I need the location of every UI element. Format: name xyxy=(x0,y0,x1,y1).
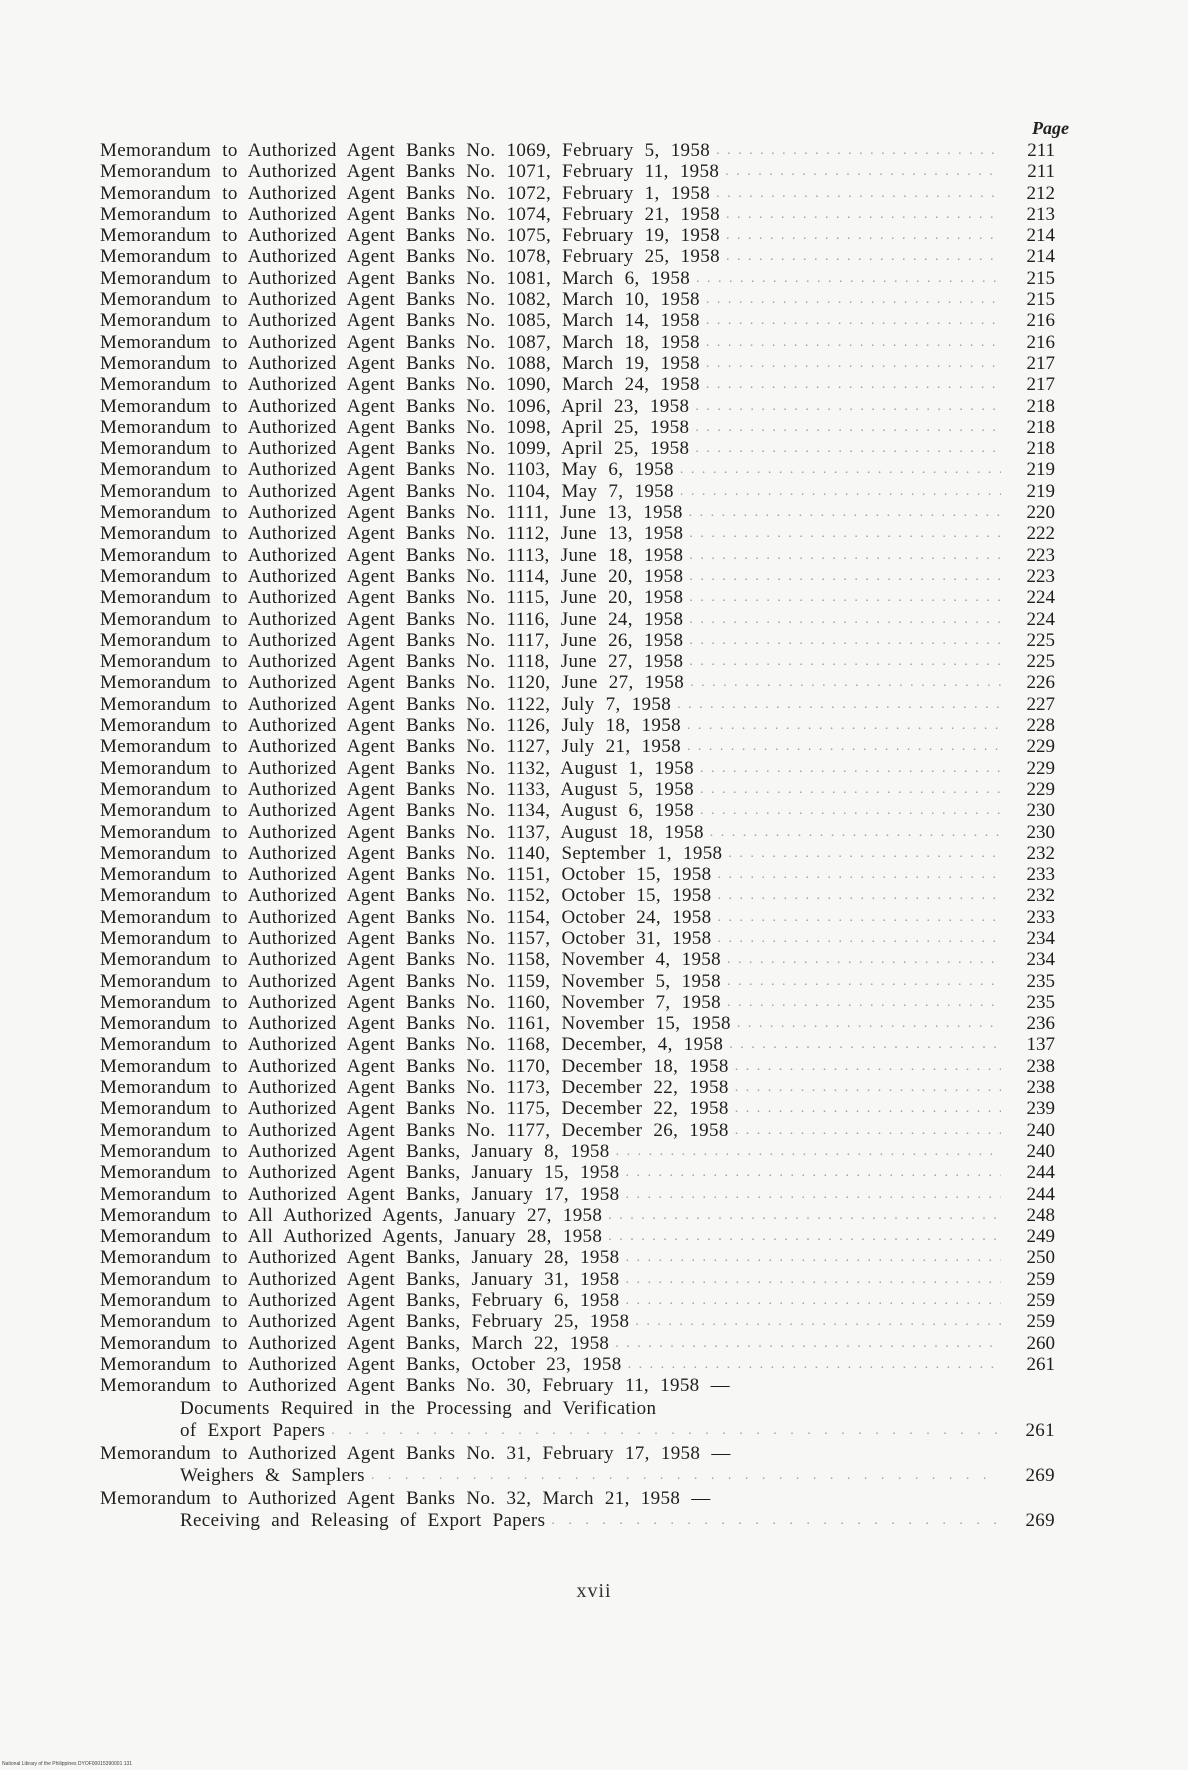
toc-entry xyxy=(100,1247,1055,1268)
toc-entry-title: Memorandum to Authorized Agent Banks No. 1152, October 15, 1958 xyxy=(100,885,712,907)
toc-entry-page: 229 xyxy=(1026,757,1055,779)
dot-leader xyxy=(735,1120,1001,1141)
dot-leader xyxy=(625,1290,1001,1311)
toc-entry-title: Memorandum to Authorized Agent Banks No. 1111, June 13, 1958 xyxy=(100,502,683,524)
dot-leader xyxy=(716,140,1001,161)
toc-entry-page: 259 xyxy=(1026,1311,1055,1333)
toc-entry xyxy=(100,438,1055,459)
toc-entry xyxy=(100,885,1055,906)
toc-entry-page: 218 xyxy=(1026,416,1055,438)
toc-entry xyxy=(100,225,1055,246)
toc-entry-title: Memorandum to Authorized Agent Banks No. 1075, February 19, 1958 xyxy=(100,225,720,247)
dot-leader xyxy=(689,630,1001,651)
toc-entry-title: Memorandum to Authorized Agent Banks, January 15, 1958 xyxy=(100,1162,620,1184)
toc-entry-page: 216 xyxy=(1026,331,1055,353)
toc-entry-page: 229 xyxy=(1026,778,1055,800)
toc-entry-page: 260 xyxy=(1026,1332,1055,1354)
toc-entry-title: Memorandum to Authorized Agent Banks No. 1161, November 15, 1958 xyxy=(100,1013,731,1035)
toc-entry-title: Memorandum to Authorized Agent Banks No. 1087, March 18, 1958 xyxy=(100,331,700,353)
toc-entry xyxy=(100,353,1055,374)
toc-entry xyxy=(100,396,1055,417)
dot-leader xyxy=(726,204,1001,225)
toc-entry xyxy=(100,140,1055,161)
toc-entry-title: Memorandum to Authorized Agent Banks No. 1099, April 25, 1958 xyxy=(100,438,690,460)
toc-entry-page: 228 xyxy=(1026,715,1055,737)
toc-entry xyxy=(100,672,1055,693)
toc-entry-page: 214 xyxy=(1026,225,1055,247)
toc-multiline-entries xyxy=(100,1375,1055,1533)
scan-credit: National Library of the Philippines DYOF00015390001 131 xyxy=(2,1761,133,1767)
toc-entry xyxy=(100,161,1055,182)
toc-entry-page: 234 xyxy=(1026,927,1055,949)
dot-leader xyxy=(677,694,1001,715)
toc-entry-title: Memorandum to Authorized Agent Banks No. 1112, June 13, 1958 xyxy=(100,523,684,545)
dot-leader xyxy=(706,289,1001,310)
toc-entry-page: 259 xyxy=(1026,1268,1055,1290)
toc-entry-line: Weighers & Samplers xyxy=(180,1465,365,1487)
dot-leader xyxy=(716,183,1001,204)
toc-entry-title: Memorandum to Authorized Agent Banks, January 17, 1958 xyxy=(100,1183,620,1205)
toc-entry-title: Memorandum to Authorized Agent Banks No. 1137, August 18, 1958 xyxy=(100,821,704,843)
dot-leader xyxy=(718,885,1002,906)
toc-entry xyxy=(100,545,1055,566)
toc-entry-title: Memorandum to Authorized Agent Banks No. 1120, June 27, 1958 xyxy=(100,672,685,694)
dot-leader xyxy=(726,225,1001,246)
dot-leader xyxy=(735,1056,1001,1077)
toc-entry-page: 211 xyxy=(1027,161,1055,183)
toc-entry-title: Memorandum to Authorized Agent Banks No. 1088, March 19, 1958 xyxy=(100,352,700,374)
toc-entry xyxy=(100,1205,1055,1226)
toc-entry-title: Memorandum to Authorized Agent Banks No. 1085, March 14, 1958 xyxy=(100,310,700,332)
toc-entry-page: 235 xyxy=(1026,991,1055,1013)
dot-leader xyxy=(706,332,1001,353)
dot-leader xyxy=(628,1354,1001,1375)
dot-leader xyxy=(625,1269,1001,1290)
toc-entry-page: 213 xyxy=(1026,203,1055,225)
toc-entry xyxy=(100,779,1055,800)
toc-entry xyxy=(100,183,1055,204)
toc-entry-title: Memorandum to Authorized Agent Banks No. 1078, February 25, 1958 xyxy=(100,246,720,268)
dot-leader xyxy=(735,1077,1001,1098)
dot-leader xyxy=(680,459,1001,480)
toc-entry xyxy=(100,609,1055,630)
toc-entry xyxy=(100,1333,1055,1354)
dot-leader xyxy=(687,715,1001,736)
toc-entry-page: 214 xyxy=(1026,246,1055,268)
toc-entry xyxy=(100,1269,1055,1290)
toc-entry-title: Memorandum to Authorized Agent Banks No. 1113, June 18, 1958 xyxy=(100,544,684,566)
toc-entry xyxy=(100,1013,1055,1034)
toc-entry xyxy=(100,1056,1055,1077)
dot-leader xyxy=(608,1205,1001,1226)
dot-leader xyxy=(700,779,1001,800)
toc-entry xyxy=(100,374,1055,395)
toc-entry xyxy=(100,587,1055,608)
toc-entry-page: 248 xyxy=(1026,1204,1055,1226)
toc-entry xyxy=(100,268,1055,289)
toc-entry-title: Memorandum to Authorized Agent Banks No. 1115, June 20, 1958 xyxy=(100,587,684,609)
page-header xyxy=(0,0,1069,138)
toc-entry-line: Memorandum to Authorized Agent Banks No. 30, February 11, 1958 — xyxy=(100,1375,730,1397)
toc-entry-page: 261 xyxy=(1025,1420,1055,1442)
dot-leader xyxy=(728,843,1001,864)
toc-entry xyxy=(100,1077,1055,1098)
dot-leader xyxy=(695,417,1001,438)
dot-leader xyxy=(718,907,1002,928)
toc-entry xyxy=(100,736,1055,757)
toc-entry-page: 235 xyxy=(1026,970,1055,992)
dot-leader xyxy=(615,1333,1001,1354)
toc-entry-page: 261 xyxy=(1026,1353,1055,1375)
dot-leader xyxy=(608,1226,1001,1247)
dot-leader xyxy=(727,971,1001,992)
toc-entry-page: 259 xyxy=(1026,1290,1055,1312)
toc-entry-page: 234 xyxy=(1026,949,1055,971)
toc-entry-page: 244 xyxy=(1026,1183,1055,1205)
toc-entry-title: Memorandum to Authorized Agent Banks No. 1072, February 1, 1958 xyxy=(100,182,711,204)
toc-entry xyxy=(100,332,1055,353)
toc-entry xyxy=(100,992,1055,1013)
toc-entry-title: Memorandum to Authorized Agent Banks No. 1090, March 24, 1958 xyxy=(100,374,700,396)
dot-leader xyxy=(695,438,1001,459)
dot-leader xyxy=(690,672,1001,693)
toc-entry-title: Memorandum to Authorized Agent Banks No. 1159, November 5, 1958 xyxy=(100,970,721,992)
page-column-label: Page xyxy=(1032,118,1069,138)
dot-leader xyxy=(331,1420,1001,1443)
toc-entry xyxy=(100,630,1055,651)
toc-entry-title: Memorandum to Authorized Agent Banks No. 1170, December 18, 1958 xyxy=(100,1055,729,1077)
toc-entry xyxy=(100,1184,1055,1205)
toc-entry xyxy=(100,971,1055,992)
dot-leader xyxy=(625,1184,1001,1205)
toc-entry-title: Memorandum to Authorized Agent Banks No. 1082, March 10, 1958 xyxy=(100,289,700,311)
dot-leader xyxy=(696,268,1001,289)
toc-entry-page: 225 xyxy=(1026,651,1055,673)
toc-entry-page: 227 xyxy=(1026,693,1055,715)
dot-leader xyxy=(680,481,1001,502)
toc-entry-line: Memorandum to Authorized Agent Banks No. 32, March 21, 1958 — xyxy=(100,1487,711,1509)
toc-entry xyxy=(100,289,1055,310)
toc-entry-last-line xyxy=(100,1465,1055,1488)
toc-entry-title: Memorandum to Authorized Agent Banks No. 1081, March 6, 1958 xyxy=(100,267,691,289)
toc-entry-page: 240 xyxy=(1026,1140,1055,1162)
toc-entry-title: Memorandum to Authorized Agent Banks No. 1132, August 1, 1958 xyxy=(100,757,694,779)
toc-entry xyxy=(100,949,1055,970)
dot-leader xyxy=(735,1098,1001,1119)
dot-leader xyxy=(689,651,1001,672)
toc-entry-title: Memorandum to Authorized Agent Banks No. 1096, April 23, 1958 xyxy=(100,395,690,417)
toc-entry-title: Memorandum to Authorized Agent Banks No. 1104, May 7, 1958 xyxy=(100,480,674,502)
toc-entry-title: Memorandum to All Authorized Agents, January 27, 1958 xyxy=(100,1204,603,1226)
toc-entry xyxy=(100,907,1055,928)
toc-entry xyxy=(100,800,1055,821)
toc-entry xyxy=(100,502,1055,523)
dot-leader xyxy=(706,374,1001,395)
toc-entry-page: 220 xyxy=(1026,502,1055,524)
toc-entry xyxy=(100,864,1055,885)
toc-entry-title: Memorandum to Authorized Agent Banks No. 1140, September 1, 1958 xyxy=(100,842,723,864)
toc-entry-title: Memorandum to Authorized Agent Banks No. 1133, August 5, 1958 xyxy=(100,778,694,800)
dot-leader xyxy=(737,1013,1001,1034)
dot-leader xyxy=(689,545,1001,566)
toc-entry-page: 249 xyxy=(1026,1226,1055,1248)
toc-entry xyxy=(100,715,1055,736)
toc-entry-title: Memorandum to Authorized Agent Banks No. 1177, December 26, 1958 xyxy=(100,1119,729,1141)
dot-leader xyxy=(727,949,1001,970)
dot-leader xyxy=(726,246,1001,267)
toc-entry-title: Memorandum to All Authorized Agents, January 28, 1958 xyxy=(100,1226,603,1248)
toc-entry-title: Memorandum to Authorized Agent Banks No. 1117, June 26, 1958 xyxy=(100,629,684,651)
dot-leader xyxy=(706,353,1001,374)
toc-entry-page: 216 xyxy=(1026,310,1055,332)
toc-entry xyxy=(100,1141,1055,1162)
toc-entry-page: 224 xyxy=(1026,587,1055,609)
toc-entry-title: Memorandum to Authorized Agent Banks No. 1103, May 6, 1958 xyxy=(100,459,674,481)
toc-entry-title: Memorandum to Authorized Agent Banks No. 1127, July 21, 1958 xyxy=(100,736,681,758)
toc-entry-page: 219 xyxy=(1026,459,1055,481)
dot-leader xyxy=(729,1034,1001,1055)
toc-entry-page: 232 xyxy=(1026,885,1055,907)
toc-entry-page: 217 xyxy=(1026,352,1055,374)
toc-entry-page: 223 xyxy=(1026,544,1055,566)
toc-simple-entries xyxy=(100,140,1055,1375)
toc-entry-line: Documents Required in the Processing and Verification xyxy=(180,1397,657,1419)
page-number: xvii xyxy=(576,1580,612,1602)
dot-leader xyxy=(689,587,1001,608)
toc-entry-page: 240 xyxy=(1026,1119,1055,1141)
toc-entry-last-line xyxy=(100,1420,1055,1443)
dot-leader xyxy=(689,502,1001,523)
toc-entry-page: 269 xyxy=(1025,1465,1055,1487)
toc-entry xyxy=(100,481,1055,502)
toc-entry-title: Memorandum to Authorized Agent Banks, February 25, 1958 xyxy=(100,1311,630,1333)
toc-entry-title: Memorandum to Authorized Agent Banks No. 1118, June 27, 1958 xyxy=(100,651,684,673)
toc-entry-title: Memorandum to Authorized Agent Banks, January 28, 1958 xyxy=(100,1247,620,1269)
toc-entry-page: 236 xyxy=(1026,1013,1055,1035)
toc-entry xyxy=(100,1290,1055,1311)
dot-leader xyxy=(551,1510,1001,1533)
toc-entry-title: Memorandum to Authorized Agent Banks No. 1074, February 21, 1958 xyxy=(100,203,720,225)
toc-entry xyxy=(100,204,1055,225)
dot-leader xyxy=(689,523,1001,544)
toc-entry xyxy=(100,822,1055,843)
dot-leader xyxy=(695,396,1001,417)
toc-entry xyxy=(100,566,1055,587)
toc-entry-page: 229 xyxy=(1026,736,1055,758)
toc-entry-page: 215 xyxy=(1026,267,1055,289)
toc-entry xyxy=(100,1226,1055,1247)
toc-entry-line: of Export Papers xyxy=(180,1420,326,1442)
toc-entry-page: 223 xyxy=(1026,565,1055,587)
toc-entry xyxy=(100,694,1055,715)
toc-entry-page: 224 xyxy=(1026,608,1055,630)
toc-entry-page: 211 xyxy=(1027,140,1055,161)
dot-leader xyxy=(689,566,1001,587)
toc-entry-page: 239 xyxy=(1026,1098,1055,1120)
toc-entry-page: 217 xyxy=(1026,374,1055,396)
toc-entry-page: 233 xyxy=(1026,906,1055,928)
toc-entry-title: Memorandum to Authorized Agent Banks No. 1116, June 24, 1958 xyxy=(100,608,684,630)
toc-entry-title: Memorandum to Authorized Agent Banks No. 1126, July 18, 1958 xyxy=(100,715,681,737)
toc-entry-title: Memorandum to Authorized Agent Banks No. 1098, April 25, 1958 xyxy=(100,416,690,438)
toc-entry xyxy=(100,1162,1055,1183)
dot-leader xyxy=(718,928,1002,949)
toc-entry-page: 269 xyxy=(1025,1510,1055,1532)
toc-entry-title: Memorandum to Authorized Agent Banks No. 1154, October 24, 1958 xyxy=(100,906,712,928)
toc-entry-title: Memorandum to Authorized Agent Banks No. 1160, November 7, 1958 xyxy=(100,991,721,1013)
toc-entry-title: Memorandum to Authorized Agent Banks, January 8, 1958 xyxy=(100,1140,610,1162)
toc-entry xyxy=(100,1098,1055,1119)
toc-entry xyxy=(100,928,1055,949)
toc-entry-title: Memorandum to Authorized Agent Banks, January 31, 1958 xyxy=(100,1268,620,1290)
toc-entry-title: Memorandum to Authorized Agent Banks No. 1157, October 31, 1958 xyxy=(100,927,712,949)
toc-entry-title: Memorandum to Authorized Agent Banks No. 1122, July 7, 1958 xyxy=(100,693,672,715)
toc-entry xyxy=(100,1120,1055,1141)
dot-leader xyxy=(725,161,1001,182)
dot-leader xyxy=(706,310,1001,331)
toc-multiline-entry xyxy=(100,1488,1055,1533)
dot-leader xyxy=(371,1465,1001,1488)
toc-entry xyxy=(100,310,1055,331)
toc-entry-page: 215 xyxy=(1026,289,1055,311)
dot-leader xyxy=(635,1311,1001,1332)
toc-entry-line: Receiving and Releasing of Export Papers xyxy=(180,1510,546,1532)
toc-entry xyxy=(100,523,1055,544)
toc-multiline-entry xyxy=(100,1443,1055,1488)
toc-entry-title: Memorandum to Authorized Agent Banks No. 1168, December, 4, 1958 xyxy=(100,1034,724,1056)
toc-entry xyxy=(100,1034,1055,1055)
toc-entry-page: 233 xyxy=(1026,864,1055,886)
toc-entry-page: 238 xyxy=(1026,1077,1055,1099)
toc-entry xyxy=(100,1311,1055,1332)
toc-entry-page: 218 xyxy=(1026,395,1055,417)
dot-leader xyxy=(625,1162,1001,1183)
toc-entry-title: Memorandum to Authorized Agent Banks No. 1173, December 22, 1958 xyxy=(100,1077,729,1099)
dot-leader xyxy=(727,992,1001,1013)
toc-entry-page: 219 xyxy=(1026,480,1055,502)
toc-entry-page: 137 xyxy=(1026,1034,1055,1056)
toc-entry-page: 225 xyxy=(1026,629,1055,651)
toc-entry-page: 226 xyxy=(1026,672,1055,694)
toc-entry-page: 244 xyxy=(1026,1162,1055,1184)
toc-entry-title: Memorandum to Authorized Agent Banks No. 1175, December 22, 1958 xyxy=(100,1098,729,1120)
dot-leader xyxy=(718,864,1002,885)
toc-entry-page: 212 xyxy=(1026,182,1055,204)
dot-leader xyxy=(700,758,1001,779)
toc-entry xyxy=(100,758,1055,779)
toc-entry-page: 230 xyxy=(1026,800,1055,822)
toc-entry-title: Memorandum to Authorized Agent Banks No. 1114, June 20, 1958 xyxy=(100,565,684,587)
toc-entry-page: 218 xyxy=(1026,438,1055,460)
toc-entry-page: 238 xyxy=(1026,1055,1055,1077)
toc-entry xyxy=(100,459,1055,480)
dot-leader xyxy=(710,822,1001,843)
dot-leader xyxy=(700,800,1001,821)
toc-entry xyxy=(100,1354,1055,1375)
toc-multiline-entry xyxy=(100,1375,1055,1443)
toc-entry-page: 230 xyxy=(1026,821,1055,843)
dot-leader xyxy=(687,736,1001,757)
toc-entry xyxy=(100,246,1055,267)
toc-entry-page: 222 xyxy=(1026,523,1055,545)
toc-entry-page: 250 xyxy=(1026,1247,1055,1269)
toc-entry-page: 232 xyxy=(1026,842,1055,864)
toc-entry-title: Memorandum to Authorized Agent Banks, February 6, 1958 xyxy=(100,1290,620,1312)
toc-entry xyxy=(100,417,1055,438)
toc-entry-title: Memorandum to Authorized Agent Banks, March 22, 1958 xyxy=(100,1332,610,1354)
dot-leader xyxy=(689,609,1001,630)
toc-entry-last-line xyxy=(100,1510,1055,1533)
toc-entry-line: Memorandum to Authorized Agent Banks No. 31, February 17, 1958 — xyxy=(100,1442,731,1464)
toc-entry xyxy=(100,843,1055,864)
toc-entry-title: Memorandum to Authorized Agent Banks No. 1158, November 4, 1958 xyxy=(100,949,721,971)
dot-leader xyxy=(625,1247,1001,1268)
toc-entry xyxy=(100,651,1055,672)
toc-entry-title: Memorandum to Authorized Agent Banks No. 1069, February 5, 1958 xyxy=(100,140,711,161)
toc-entry-title: Memorandum to Authorized Agent Banks, October 23, 1958 xyxy=(100,1353,622,1375)
toc-entry-title: Memorandum to Authorized Agent Banks No. 1134, August 6, 1958 xyxy=(100,800,694,822)
dot-leader xyxy=(616,1141,1001,1162)
toc-entry-title: Memorandum to Authorized Agent Banks No. 1151, October 15, 1958 xyxy=(100,864,712,886)
table-of-contents xyxy=(100,140,1055,1533)
toc-entry-title: Memorandum to Authorized Agent Banks No. 1071, February 11, 1958 xyxy=(100,161,720,183)
